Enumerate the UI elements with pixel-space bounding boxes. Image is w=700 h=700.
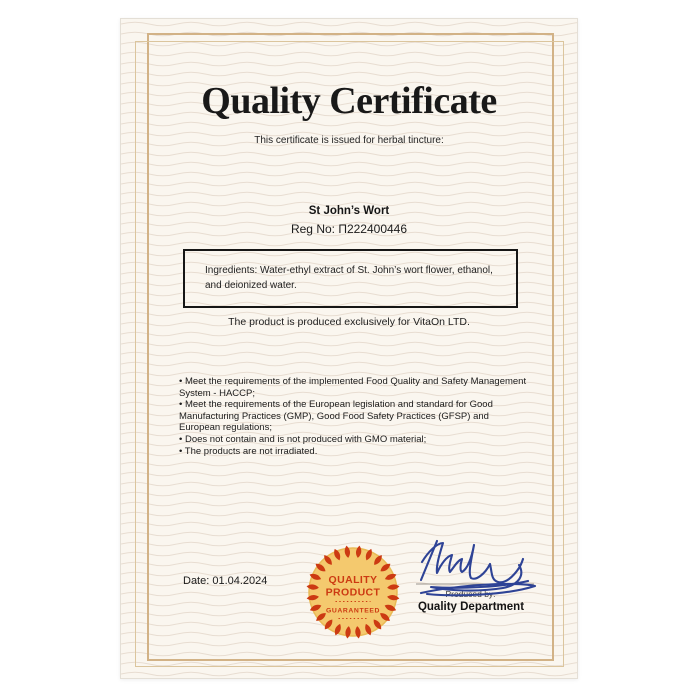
- product-name: St John’s Wort: [308, 205, 390, 217]
- produced-by-label: Produced by:: [445, 589, 496, 599]
- badge-product-label: PRODUCT: [325, 586, 381, 599]
- badge-quality-label: QUALITY: [328, 574, 378, 586]
- page-title: Quality Certificate: [201, 80, 497, 122]
- certificate-page: [120, 18, 578, 679]
- requirements-list: [179, 376, 531, 457]
- exclusivity-statement: The product is produced exclusively for VitaOn LTD.: [228, 316, 470, 328]
- registration-number: Reg No: П222400446: [290, 222, 408, 236]
- ingredients-text: Ingredients: Water-ethyl extract of St. John’s wort flower, ethanol, and deionized water.: [205, 265, 493, 291]
- ingredients-box: [183, 249, 518, 308]
- requirement-item: • The products are not irradiated.: [179, 445, 318, 457]
- signature-icon: [407, 531, 549, 609]
- badge-guaranteed-label: GUARANTEED: [326, 607, 380, 615]
- requirement-item: • Does not contain and is not produced with GMO material;: [179, 433, 427, 445]
- department-name: Quality Department: [417, 601, 525, 613]
- requirement-item: • Meet the requirements of the European legislation and standard for Good Manufacturing Practices (GMP), Good Food Safety Practices (GFSP) and European regulations;: [179, 399, 493, 434]
- signature-strokes: [421, 541, 535, 595]
- issue-date: Date: 01.04.2024: [183, 575, 268, 587]
- quality-seal-icon: [303, 542, 403, 642]
- certificate-subtitle: This certificate is issued for herbal tincture:: [254, 135, 444, 146]
- requirement-item: • Meet the requirements of the implemented Food Quality and Safety Management System - HACCP;: [179, 376, 527, 399]
